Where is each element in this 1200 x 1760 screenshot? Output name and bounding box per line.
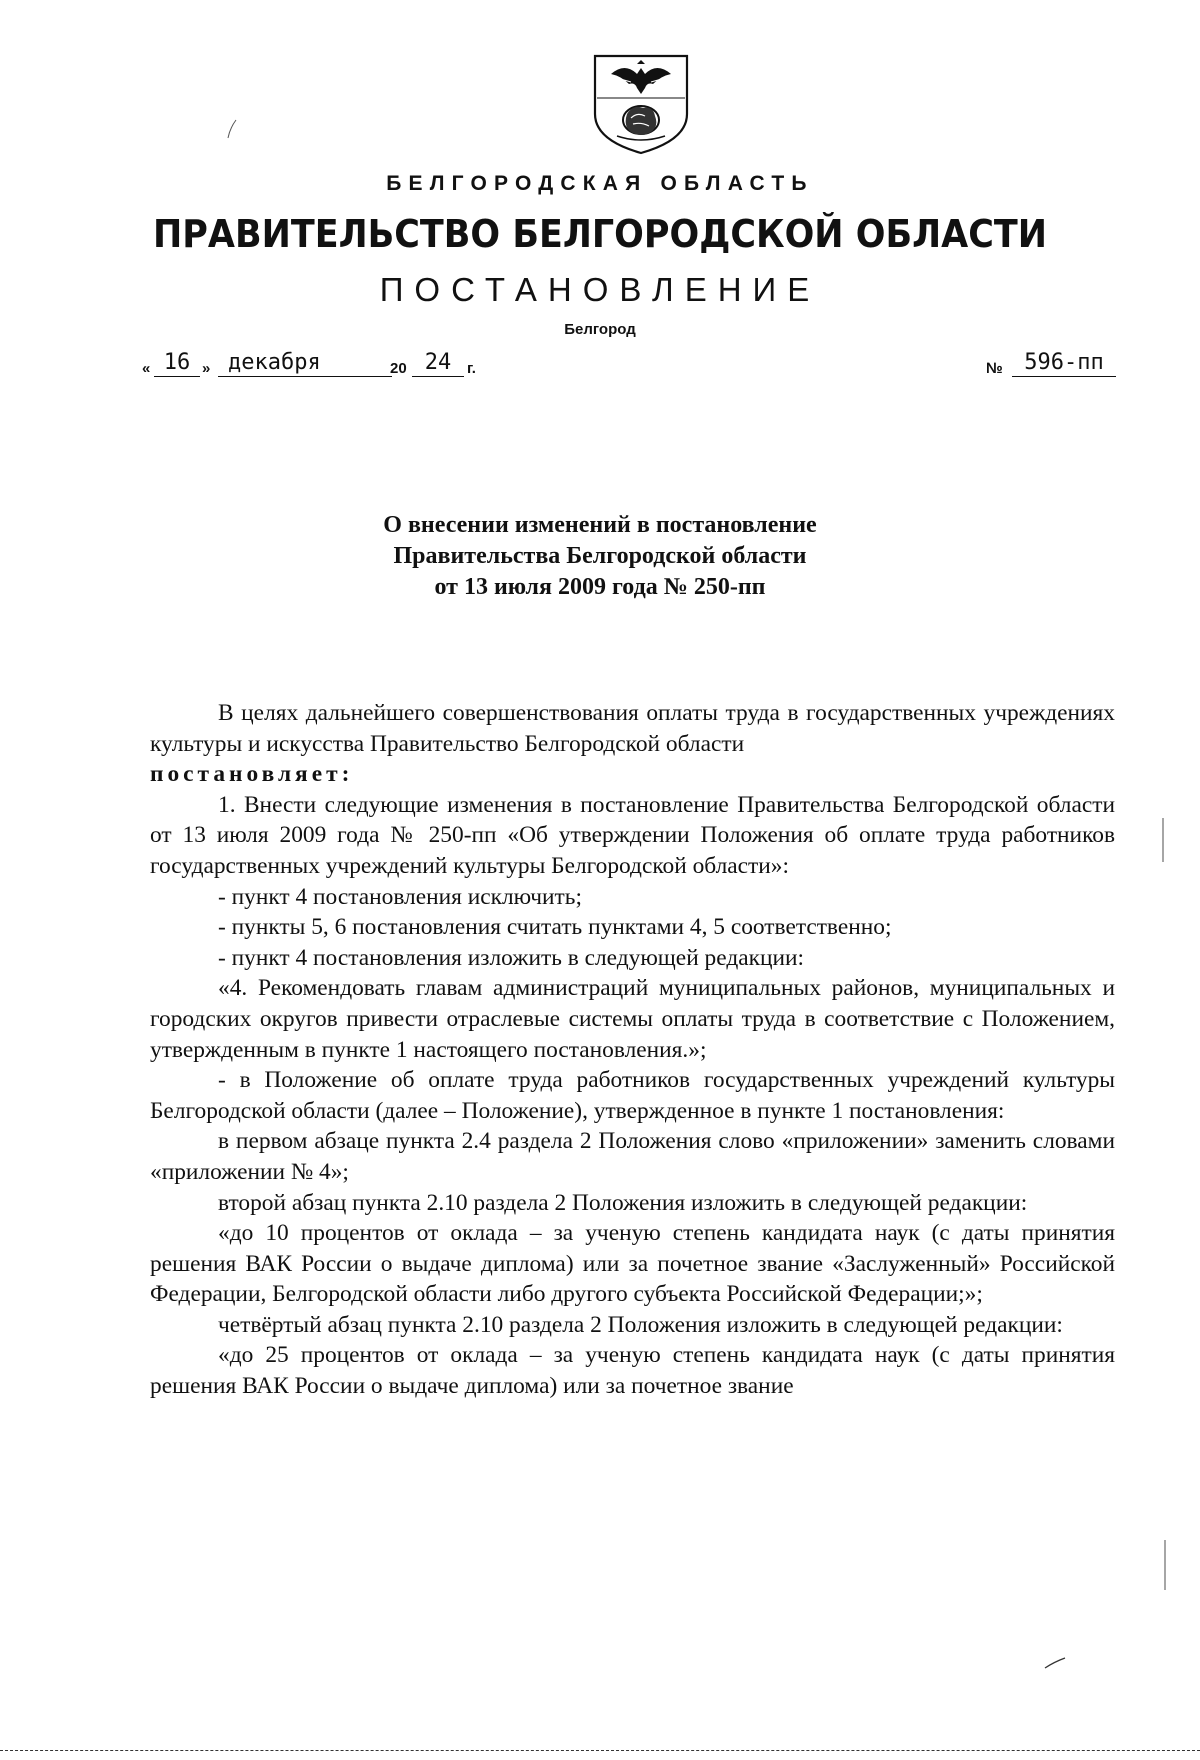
- title-line-2: Правительства Белгородской области: [393, 543, 807, 569]
- paragraph-amend-2-10-second: второй абзац пункта 2.10 раздела 2 Положения изложить в следующей редакции:: [218, 1189, 1028, 1216]
- date-year-abbr: г.: [467, 360, 476, 377]
- doc-number: 596-пп: [1012, 350, 1116, 377]
- document-body: [150, 698, 1115, 1402]
- paragraph-quote-25-percent: «до 25 процентов от оклада – за ученую степень кандидата наук (с даты принятия решения ВАК России о выдаче диплома) или за почетное звание: [150, 1342, 1115, 1400]
- paragraph-quote-10-percent: «до 10 процентов от оклада – за ученую степень кандидата наук (с даты принятия решения ВАК России о выдаче диплома) или за почетное звание «Заслуженный» Российской Федерации, Белгородской области либо другого субъекта Российской Федерации;»;: [150, 1220, 1115, 1308]
- paragraph-dash-2: - пункты 5, 6 постановления считать пунктами 4, 5 соответственно;: [218, 914, 892, 941]
- region-name: БЕЛГОРОДСКАЯ ОБЛАСТЬ: [386, 172, 814, 195]
- document-type: ПОСТАНОВЛЕНИЕ: [379, 271, 821, 308]
- paragraph-amend-2-4: в первом абзаце пункта 2.4 раздела 2 Положения слово «приложении» заменить словами «приложении № 4»;: [150, 1128, 1115, 1185]
- date-month: декабря: [218, 350, 392, 377]
- title-line-3: от 13 июля 2009 года № 250-пп: [434, 574, 766, 600]
- title-line-1: О внесении изменений в постановление: [383, 512, 817, 538]
- doc-number-label: №: [986, 360, 1003, 377]
- date-number-line: [142, 343, 1122, 383]
- paragraph-dash-3: - пункт 4 постановления изложить в следующей редакции:: [218, 944, 805, 971]
- paragraph-amend-2-10-fourth: четвёртый абзац пункта 2.10 раздела 2 Положения изложить в следующей редакции:: [218, 1311, 1063, 1338]
- date-day: 16: [154, 350, 200, 377]
- date-open-quote: «: [142, 360, 151, 377]
- scan-mark: [1160, 818, 1166, 862]
- scan-mark: [1162, 1540, 1168, 1590]
- coat-of-arms-icon: [587, 52, 695, 156]
- date-year-suffix: 24: [412, 350, 464, 377]
- resolves-verb: постановляет:: [150, 761, 354, 788]
- date-close-quote: »: [202, 360, 211, 377]
- paragraph-preamble: [150, 698, 1115, 759]
- government-name: ПРАВИТЕЛЬСТВО БЕЛГОРОДСКОЙ ОБЛАСТИ: [153, 212, 1047, 256]
- scan-mark: [1044, 1656, 1066, 1670]
- paragraph-item-1: 1. Внести следующие изменения в постановление Правительства Белгородской области от 13 июля 2009 года № 250-пп «Об утверждении Положения об оплате труда работников государственных учреждений культуры Белгородской области»:: [150, 791, 1115, 879]
- scan-mark: [224, 118, 240, 140]
- preamble-text: В целях дальнейшего совершенствования оплаты труда в государственных учреждениях культуры и искусства Правительство Белгородской области: [150, 700, 1115, 757]
- paragraph-dash-4: - в Положение об оплате труда работников государственных учреждений культуры Белгородской области (далее – Положение), утвержденное в пункте 1 постановления:: [150, 1067, 1115, 1124]
- city-name: Белгород: [564, 321, 636, 338]
- document-title: [0, 510, 1200, 603]
- paragraph-quote-4: «4. Рекомендовать главам администраций муниципальных районов, муниципальных и городских округов привести отраслевые системы оплаты труда в соответствие с Положением, утвержденным в пункте 1 настоящего постановления.»;: [150, 975, 1115, 1063]
- paragraph-resolves: [150, 759, 1115, 790]
- page-bottom-edge: [0, 1750, 1200, 1751]
- date-year-prefix: 20: [390, 360, 407, 377]
- paragraph-dash-1: - пункт 4 постановления исключить;: [218, 883, 582, 910]
